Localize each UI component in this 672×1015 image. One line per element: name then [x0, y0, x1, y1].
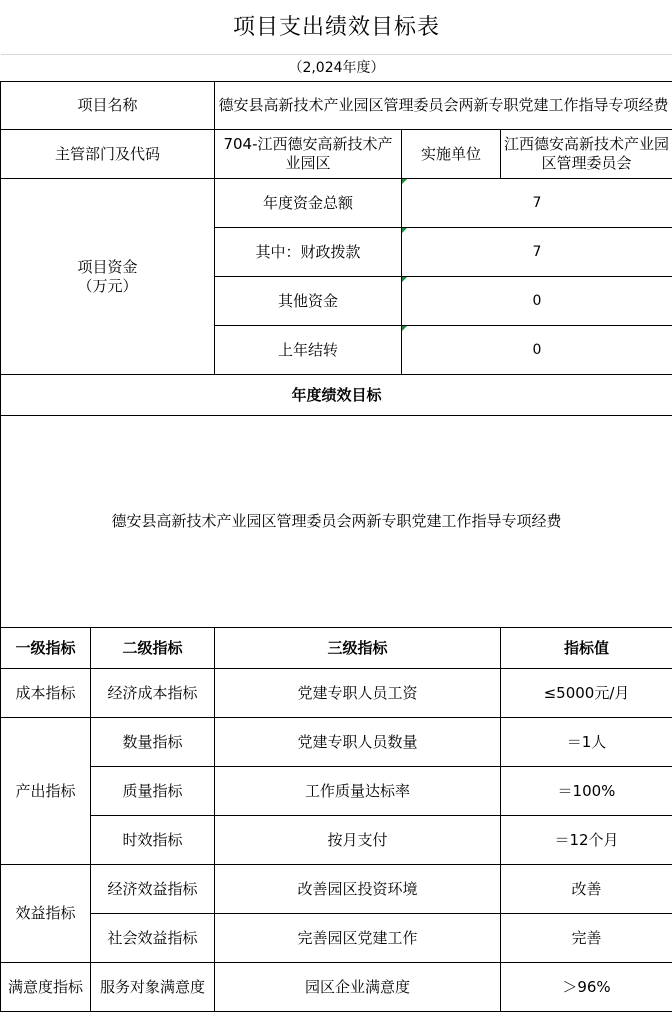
indicator-value: ≤5000元/月 — [501, 669, 672, 718]
cell-marker-icon — [402, 277, 407, 282]
funds-label-line1: 项目资金 — [77, 257, 138, 276]
department-label: 主管部门及代码 — [1, 130, 215, 179]
funds-row-value: 0 — [402, 277, 672, 326]
level2-indicator: 数量指标 — [91, 718, 215, 767]
funds-row-label: 其他资金 — [215, 277, 402, 326]
level2-indicator: 质量指标 — [91, 767, 215, 816]
fiscal-year: （2,024年度） — [1, 55, 672, 82]
funds-label-line2: （万元） — [77, 276, 138, 295]
indicator-value: ＞96% — [501, 963, 672, 1012]
level3-indicator: 按月支付 — [215, 816, 501, 865]
column-header-value: 指标值 — [501, 628, 672, 669]
implementing-unit-value: 江西德安高新技术产业园区管理委员会 — [501, 130, 672, 179]
funds-label — [1, 179, 215, 375]
cell-marker-icon — [402, 326, 407, 331]
level3-indicator: 园区企业满意度 — [215, 963, 501, 1012]
level1-indicator: 效益指标 — [1, 865, 91, 963]
column-header-level2: 二级指标 — [91, 628, 215, 669]
level2-indicator: 经济成本指标 — [91, 669, 215, 718]
level1-indicator: 成本指标 — [1, 669, 91, 718]
implementing-unit-label: 实施单位 — [402, 130, 501, 179]
level3-indicator: 党建专职人员数量 — [215, 718, 501, 767]
funds-row-label: 其中：财政拨款 — [215, 228, 402, 277]
annual-goal-heading: 年度绩效目标 — [1, 375, 672, 416]
annual-goal-text: 德安县高新技术产业园区管理委员会两新专职党建工作指导专项经费 — [1, 416, 672, 628]
indicator-value: 完善 — [501, 914, 672, 963]
funds-row-value: 7 — [402, 179, 672, 228]
column-header-level1: 一级指标 — [1, 628, 91, 669]
level1-indicator: 产出指标 — [1, 718, 91, 865]
indicator-value: ＝12个月 — [501, 816, 672, 865]
level2-indicator: 经济效益指标 — [91, 865, 215, 914]
level2-indicator: 社会效益指标 — [91, 914, 215, 963]
column-header-level3: 三级指标 — [215, 628, 501, 669]
indicator-value: 改善 — [501, 865, 672, 914]
cell-marker-icon — [402, 228, 407, 233]
cell-marker-icon — [402, 179, 407, 184]
level2-indicator: 服务对象满意度 — [91, 963, 215, 1012]
level3-indicator: 工作质量达标率 — [215, 767, 501, 816]
department-value: 704-江西德安高新技术产业园区 — [215, 130, 402, 179]
project-name-label: 项目名称 — [1, 82, 215, 130]
level2-indicator: 时效指标 — [91, 816, 215, 865]
funds-row-value: 7 — [402, 228, 672, 277]
level1-indicator: 满意度指标 — [1, 963, 91, 1012]
level3-indicator: 完善园区党建工作 — [215, 914, 501, 963]
level3-indicator: 党建专职人员工资 — [215, 669, 501, 718]
funds-row-label: 年度资金总额 — [215, 179, 402, 228]
funds-row-value: 0 — [402, 326, 672, 375]
funds-row-label: 上年结转 — [215, 326, 402, 375]
level3-indicator: 改善园区投资环境 — [215, 865, 501, 914]
page-title: 项目支出绩效目标表 — [232, 14, 440, 40]
project-name-value: 德安县高新技术产业园区管理委员会两新专职党建工作指导专项经费 — [215, 82, 672, 130]
indicator-value: ＝100% — [501, 767, 672, 816]
indicator-value: ＝1人 — [501, 718, 672, 767]
